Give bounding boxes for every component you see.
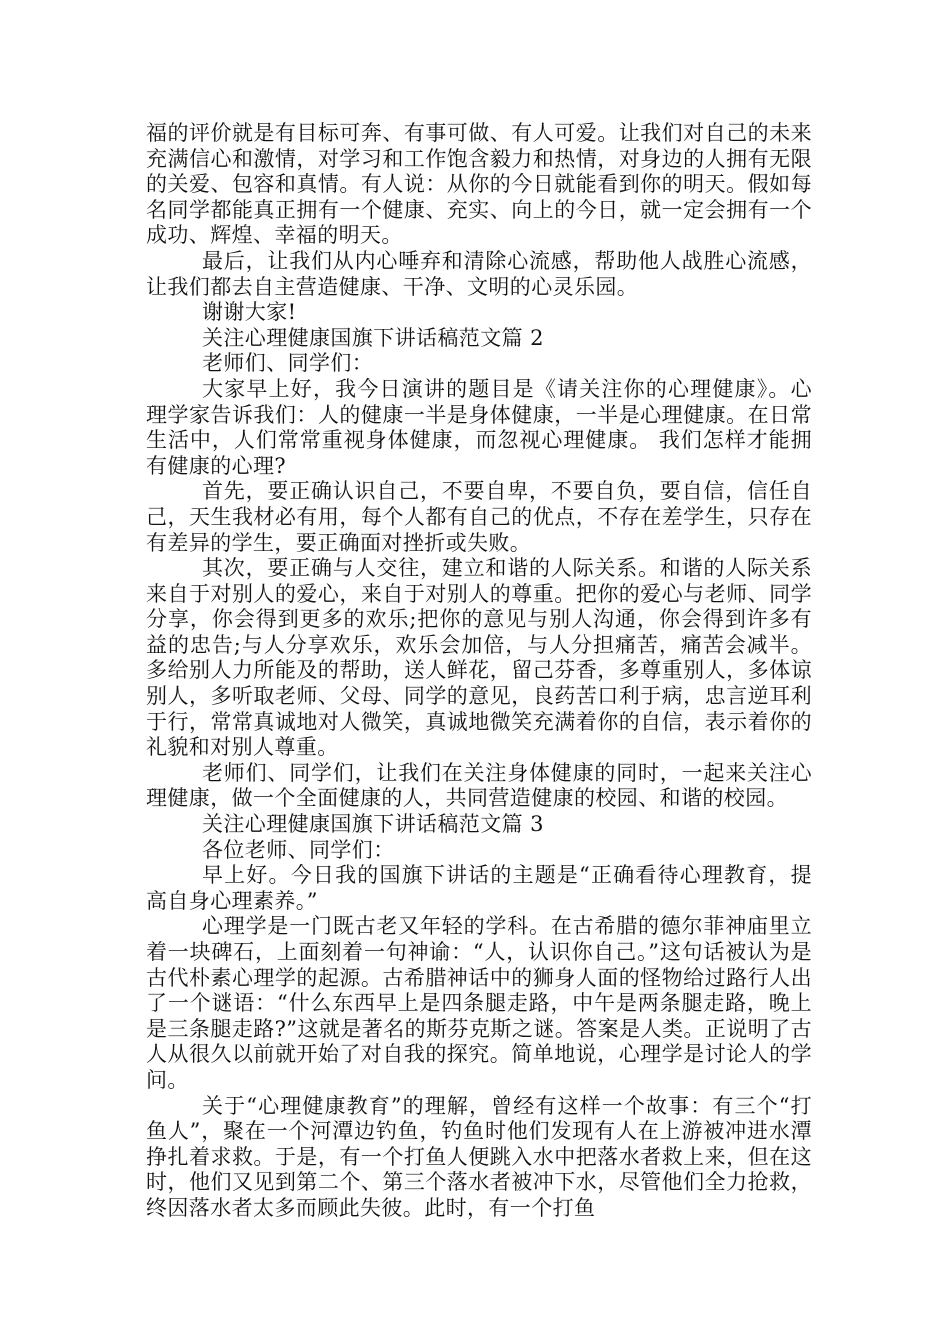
paragraph: 谢谢大家!	[202, 300, 297, 325]
paragraph: 早上好。今日我的国旗下讲话的主题是“正确看待心理教育，提高自身心理素养。”	[146, 863, 812, 913]
section-heading: 关注心理健康国旗下讲话稿范文篇 3	[202, 812, 544, 837]
salutation: 各位老师、同学们：	[202, 837, 395, 862]
salutation: 老师们、同学们：	[202, 351, 374, 376]
paragraph: 关于“心理健康教育”的理解，曾经有这样一个故事：有三个“打鱼人”，聚在一个河潭边钓鱼，钓鱼时他们发现有人在上游被冲进水潭挣扎着求救。于是，有一个打鱼人便跳入水中把落水者救上来，但在这时，他们又见到第二个、第三个落水者被冲下水，尽管他们全力抢救，终因落水者太多而顾此失彼。此时，有一个打鱼	[146, 1093, 812, 1220]
paragraph: 大家早上好，我今日演讲的题目是《请关注你的心理健康》。心理学家告诉我们：人的健康一半是身体健康，一半是心理健康。在日常生活中，人们常常重视身体健康，而忽视心理健康。 我们怎样才能拥有健康的心理?	[146, 376, 812, 478]
paragraph: 老师们、同学们，让我们在关注身体健康的同时，一起来关注心理健康，做一个全面健康的人，共同营造健康的校园、和谐的校园。	[146, 760, 812, 811]
paragraph: 首先，要正确认识自己，不要自卑，不要自负，要自信，信任自己，天生我材必有用，每个人都有自己的优点，不存在差学生，只存在有差异的学生，要正确面对挫折或失败。	[146, 479, 812, 555]
paragraph: 最后，让我们从内心唾弃和清除心流感，帮助他人战胜心流感，让我们都去自主营造健康、干净、文明的心灵乐园。	[146, 248, 812, 299]
section-heading: 关注心理健康国旗下讲话稿范文篇 2	[202, 325, 544, 350]
paragraph: 福的评价就是有目标可奔、有事可做、有人可爱。让我们对自己的未来充满信心和激情，对学习和工作饱含毅力和热情，对身边的人拥有无限的关爱、包容和真情。有人说：从你的今日就能看到你的明天。假如每名同学都能真正拥有一个健康、充实、向上的今日，就一定会拥有一个成功、辉煌、幸福的明天。	[146, 121, 812, 248]
document-page	[146, 121, 812, 1222]
paragraph: 其次，要正确与人交往，建立和谐的人际关系。和谐的人际关系来自于对别人的爱心，来自于对别人的尊重。把你的爱心与老师、同学分享，你会得到更多的欢乐;把你的意见与别人沟通，你会得到许多有益的忠告;与人分享欢乐，欢乐会加倍，与人分担痛苦，痛苦会减半。多给别人力所能及的帮助，送人鲜花，留己芬香，多尊重别人，多体谅别人，多听取老师、父母、同学的意见，良药苦口利于病，忠言逆耳利于行，常常真诚地对人微笑，真诚地微笑充满着你的自信，表示着你的礼貌和对别人尊重。	[146, 556, 812, 760]
paragraph: 心理学是一门既古老又年轻的学科。在古希腊的德尔菲神庙里立着一块碑石，上面刻着一句神谕：“人，认识你自己。”这句话被认为是古代朴素心理学的起源。古希腊神话中的狮身人面的怪物给过路行人出了一个谜语：“什么东西早上是四条腿走路，中午是两条腿走路，晚上是三条腿走路?”这就是著名的斯芬克斯之谜。答案是人类。正说明了古人从很久以前就开始了对自我的探究。简单地说，心理学是讨论人的学问。	[146, 914, 812, 1092]
